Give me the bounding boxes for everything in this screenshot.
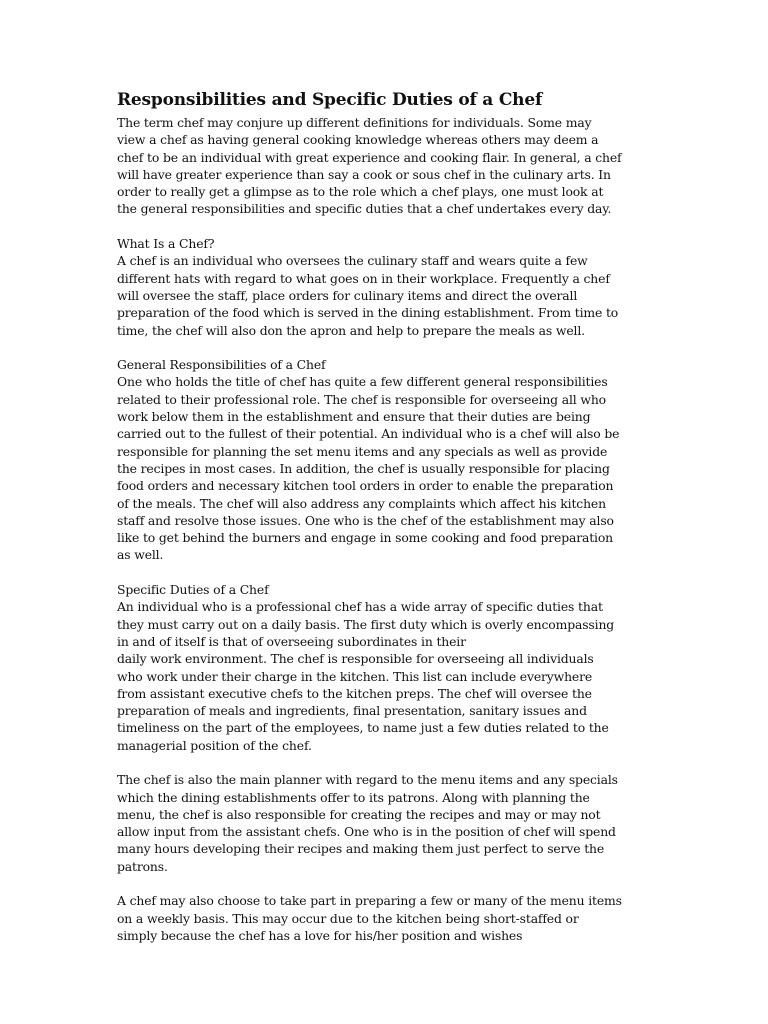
text-line: A chef is an individual who oversees the culinary staff and wears quite a few <box>117 253 588 269</box>
text-line: from assistant executive chefs to the kitchen preps. The chef will oversee the <box>117 685 592 701</box>
text-line: managerial position of the chef. <box>117 737 312 753</box>
text-line: view a chef as having general cooking knowledge whereas others may deem a <box>117 132 599 148</box>
text-line: the general responsibilities and specific duties that a chef undertakes every day. <box>117 201 612 217</box>
text-line: different hats with regard to what goes on in their workplace. Frequently a chef <box>117 270 610 286</box>
text-line: like to get behind the burners and engage in some cooking and food preparation <box>117 530 614 546</box>
text-line: patrons. <box>117 858 168 874</box>
text-line: time, the chef will also don the apron and help to prepare the meals as well. <box>117 322 585 338</box>
text-line: will oversee the staff, place orders for culinary items and direct the overall <box>117 287 578 303</box>
text-line: of the meals. The chef will also address any complaints which affect his kitchen <box>117 495 606 511</box>
intro-paragraph <box>117 114 657 218</box>
text-line: on a weekly basis. This may occur due to the kitchen being short-staffed or <box>117 910 579 926</box>
section-general-responsibilities <box>117 356 657 564</box>
text-line: preparation of meals and ingredients, final presentation, sanitary issues and <box>117 703 587 719</box>
text-line: An individual who is a professional chef has a wide array of specific duties that <box>117 599 603 615</box>
text-line: preparation of the food which is served in the dining establishment. From time to <box>117 305 619 321</box>
text-line: allow input from the assistant chefs. One who is in the position of chef will spend <box>117 824 616 840</box>
text-line: the recipes in most cases. In addition, the chef is usually responsible for placing <box>117 460 610 476</box>
section-what-is-a-chef <box>117 235 657 339</box>
text-line: they must carry out on a daily basis. The first duty which is overly encompassing <box>117 616 615 632</box>
text-line: timeliness on the part of the employees, to name just a few duties related to the <box>117 720 609 736</box>
text-line: related to their professional role. The chef is responsible for overseeing all who <box>117 391 606 407</box>
text-line: staff and resolve those issues. One who is the chef of the establishment may also <box>117 512 614 528</box>
section-heading: General Responsibilities of a Chef <box>117 357 326 373</box>
section-heading: What Is a Chef? <box>117 236 215 252</box>
text-line: who work under their charge in the kitchen. This list can include everywhere <box>117 668 593 684</box>
text-line: in and of itself is that of overseeing subordinates in their <box>117 633 466 649</box>
text-line: order to really get a glimpse as to the role which a chef plays, one must look at <box>117 184 604 200</box>
text-line: A chef may also choose to take part in preparing a few or many of the menu items <box>117 893 622 909</box>
text-line: simply because the chef has a love for his/her position and wishes <box>117 927 523 943</box>
section-heading: Specific Duties of a Chef <box>117 582 269 598</box>
text-line: carried out to the fullest of their potential. An individual who is a chef will also be <box>117 426 620 442</box>
document-title: Responsibilities and Specific Duties of a Chef <box>117 90 543 110</box>
paragraph-weekly-cooking <box>117 892 657 944</box>
text-line: responsible for planning the set menu items and any specials as well as provide <box>117 443 608 459</box>
document-page <box>117 88 657 944</box>
text-line: will have greater experience than say a cook or sous chef in the culinary arts. In <box>117 166 611 182</box>
text-line: chef to be an individual with great experience and cooking flair. In general, a chef <box>117 149 622 165</box>
text-line: food orders and necessary kitchen tool orders in order to enable the preparation <box>117 478 614 494</box>
section-specific-duties <box>117 581 657 754</box>
text-line: The term chef may conjure up different definitions for individuals. Some may <box>117 115 592 130</box>
text-line: as well. <box>117 547 164 563</box>
paragraph-menu-planning <box>117 771 657 875</box>
text-line: daily work environment. The chef is responsible for overseeing all individuals <box>117 651 594 667</box>
text-line: One who holds the title of chef has quite a few different general responsibilities <box>117 374 608 390</box>
text-line: many hours developing their recipes and making them just perfect to serve the <box>117 841 605 857</box>
text-line: work below them in the establishment and ensure that their duties are being <box>117 409 591 425</box>
text-line: menu, the chef is also responsible for creating the recipes and may or may not <box>117 806 601 822</box>
text-line: The chef is also the main planner with regard to the menu items and any specials <box>117 772 618 788</box>
text-line: which the dining establishments offer to its patrons. Along with planning the <box>117 789 590 805</box>
